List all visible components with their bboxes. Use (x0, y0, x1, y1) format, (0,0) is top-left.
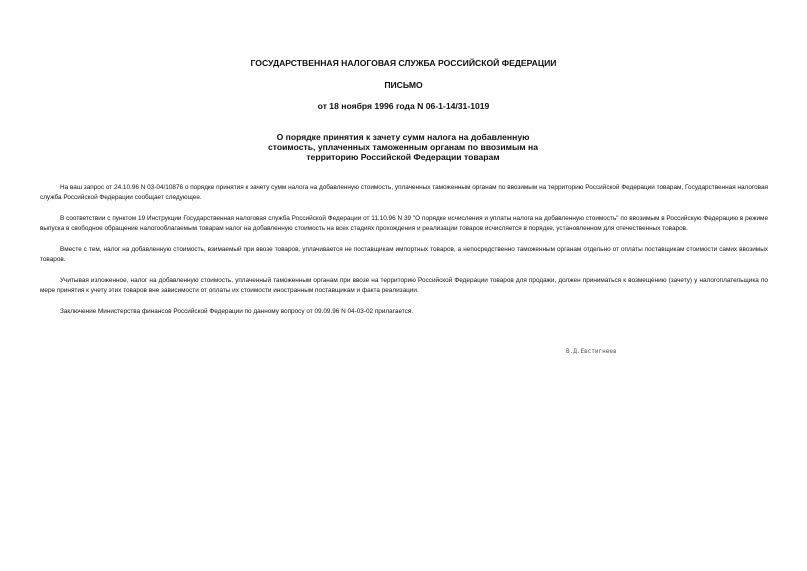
body-paragraph: Заключение Министерства финансов Российской Федерации по данному вопросу от 09.09.96 N 04-03-02 прилагается. (60, 308, 414, 315)
document-body (40, 183, 768, 329)
signature: В.Д.Евстигнеев (566, 348, 617, 355)
body-paragraph: В соответствии с пунктом 19 Инструкции Государственная налоговая служба Российской Федерации от 11.10.96 N 39 "О порядке исчисления и уплаты налога на добавленную стоимость" по ввозимым в Российскую Федерацию в режиме выпуска в свободное обращение налогооблагаемым товарам налог на добавленную стоимость на всех стадиях прохождения и реализации товаров исчисляется в порядке, установленном для отечественных товаров. (40, 215, 768, 232)
subject-line: О порядке принятия к зачету сумм налога на добавленную (276, 132, 530, 142)
document-type: ПИСЬМО (384, 80, 423, 90)
body-paragraph: Учитывая изложенное, налог на добавленную стоимость, уплаченный таможенным органам при ввозе на территорию Российской Федерации товаров для продажи, должен приниматься к возмещению (зачету) у налогоплательщика по мере принятия к учету этих товаров вне зависимости от оплаты их стоимости иностранным поставщикам и факта реализации. (40, 277, 768, 294)
subject-line: территорию Российской Федерации товарам (306, 152, 500, 162)
body-paragraph: На ваш запрос от 24.10.96 N 03-04/10876 о порядке принятия к зачету сумм налога на добавленную стоимость, уплаченных таможенным органам по ввозимым на территорию Российской Федерации товарам, Государственная налоговая служба Российской Федерации сообщает следующее. (40, 184, 768, 201)
body-paragraph: Вместе с тем, налог на добавленную стоимость, взимаемый при ввозе товаров, уплачивается не поставщикам импортных товаров, а непосредственно таможенным органам отдельно от оплаты поставщикам стоимости самих ввозимых товаров. (40, 246, 768, 263)
document-date-number: от 18 ноября 1996 года N 06-1-14/31-1019 (317, 101, 490, 111)
issuing-organization: ГОСУДАРСТВЕННАЯ НАЛОГОВАЯ СЛУЖБА РОССИЙСКОЙ ФЕДЕРАЦИИ (250, 58, 557, 68)
document-subject (253, 132, 553, 162)
subject-line: стоимость, уплаченных таможенным органам по ввозимым на (267, 142, 539, 152)
